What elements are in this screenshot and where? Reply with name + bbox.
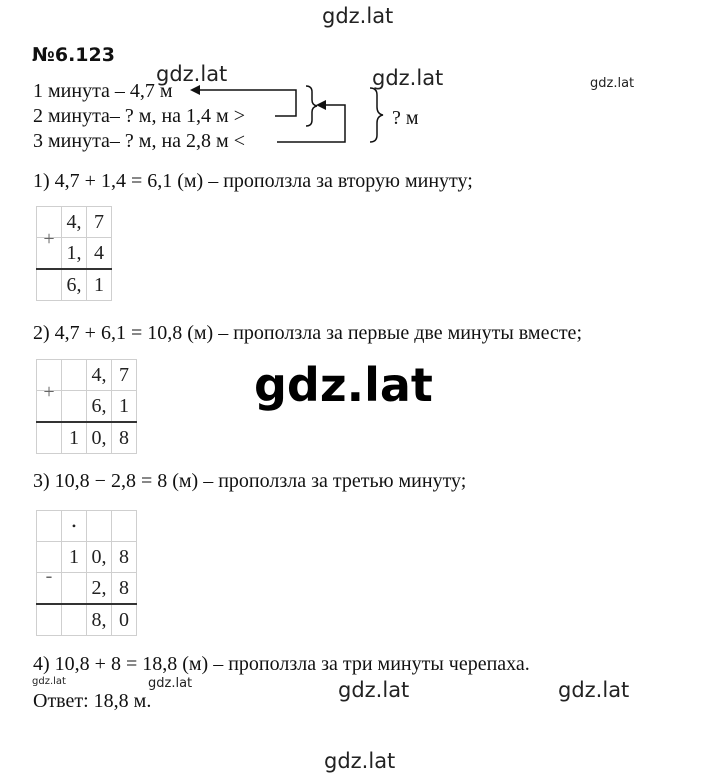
table-cell <box>112 511 137 542</box>
minus-sign: - <box>37 561 62 593</box>
table-cell: 7 <box>112 360 137 391</box>
table-cell <box>62 360 87 391</box>
table-cell: 6, <box>62 269 87 301</box>
table-cell: 4 <box>87 238 112 270</box>
table-cell: 1 <box>112 391 137 423</box>
step-4: 4) 10,8 + 8 = 18,8 (м) – проползла за три минуты черепаха. <box>33 653 530 675</box>
table-row <box>37 238 112 270</box>
table-cell <box>62 391 87 423</box>
table-row <box>37 511 137 542</box>
watermark-bottom: gdz.lat <box>324 749 396 773</box>
table-cell: 2, <box>87 573 112 605</box>
table-cell <box>37 604 62 636</box>
table-cell: 0, <box>87 422 112 454</box>
table-cell: 7 <box>87 207 112 238</box>
table-row <box>37 391 137 423</box>
condition-line-2: 2 минута– ? м, на 1,4 м > <box>33 105 245 127</box>
problem-number: №6.123 <box>32 44 115 66</box>
table-cell: 8 <box>112 422 137 454</box>
table-cell <box>87 511 112 542</box>
watermark: gdz.lat <box>372 66 444 90</box>
watermark-center: gdz.lat <box>254 358 433 412</box>
table-cell <box>62 604 87 636</box>
table-cell <box>62 573 87 605</box>
table-cell: 6, <box>87 391 112 423</box>
condition-line-3: 3 минута– ? м, на 2,8 м < <box>33 130 245 152</box>
table-cell: 1 <box>62 422 87 454</box>
condition-total: ? м <box>392 107 419 129</box>
table-cell: 1, <box>62 238 87 270</box>
step-3: 3) 10,8 − 2,8 = 8 (м) – проползла за третью минуту; <box>33 470 467 492</box>
table-row <box>37 422 137 454</box>
plus-sign: + <box>37 377 62 409</box>
watermark: gdz.lat <box>338 678 410 702</box>
condition-arrows <box>0 0 720 160</box>
table-cell: 8 <box>112 542 137 573</box>
table-cell <box>37 511 62 542</box>
watermark: gdz.lat <box>32 676 66 687</box>
borrow-dot: • <box>62 511 87 542</box>
table-cell <box>37 422 62 454</box>
step-1: 1) 4,7 + 1,4 = 6,1 (м) – проползла за вторую минуту; <box>33 170 473 192</box>
table-cell: 0, <box>87 542 112 573</box>
step-2: 2) 4,7 + 6,1 = 10,8 (м) – проползла за первые две минуты вместе; <box>33 322 582 344</box>
watermark: gdz.lat <box>148 676 193 691</box>
table-row <box>37 269 112 301</box>
table-cell: 8 <box>112 573 137 605</box>
plus-sign: + <box>37 224 62 256</box>
watermark: gdz.lat <box>156 62 228 86</box>
table-cell <box>37 269 62 301</box>
table-row <box>37 604 137 636</box>
watermark: gdz.lat <box>590 76 635 91</box>
calc-table-2 <box>36 359 137 454</box>
table-cell: 1 <box>87 269 112 301</box>
table-cell: 1 <box>62 542 87 573</box>
table-cell: 4, <box>87 360 112 391</box>
watermark-top: gdz.lat <box>322 4 394 28</box>
calc-table-1 <box>36 206 112 301</box>
table-cell: 4, <box>62 207 87 238</box>
calc-table-3 <box>36 510 137 636</box>
watermark: gdz.lat <box>558 678 630 702</box>
condition-line-1: 1 минута – 4,7 м <box>33 80 173 102</box>
table-cell: 0 <box>112 604 137 636</box>
table-row <box>37 573 137 605</box>
answer: Ответ: 18,8 м. <box>33 690 152 712</box>
table-cell: 8, <box>87 604 112 636</box>
